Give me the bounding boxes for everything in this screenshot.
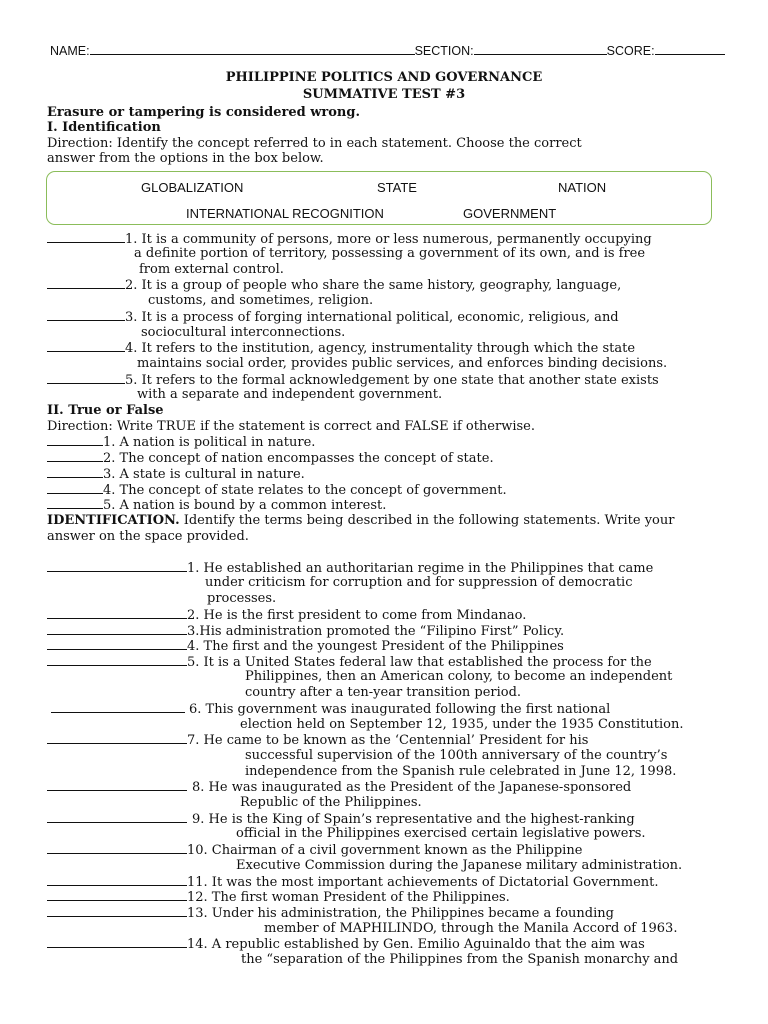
- answer-blank[interactable]: [47, 466, 103, 478]
- name-label: NAME:: [50, 44, 90, 58]
- question-line: independence from the Spanish rule celebrated in June 12, 1998.: [245, 764, 677, 779]
- list-item: 12. The first woman President of the Philippines.: [47, 889, 510, 905]
- choice-international-recognition: INTERNATIONAL RECOGNITION: [186, 206, 384, 221]
- score-field[interactable]: [655, 42, 725, 55]
- answer-blank[interactable]: [47, 231, 125, 243]
- question-line: from external control.: [139, 262, 284, 277]
- question-line: Executive Commission during the Japanese military administration.: [236, 858, 683, 873]
- answer-blank[interactable]: [47, 607, 187, 619]
- answer-blank[interactable]: [47, 560, 187, 572]
- answer-blank[interactable]: [47, 623, 187, 635]
- section-field[interactable]: [474, 42, 607, 55]
- score-label: SCORE:: [606, 44, 655, 58]
- list-item: 14. A republic established by Gen. Emilio Aguinaldo that the aim was: [47, 936, 645, 952]
- list-item: 5. A nation is bound by a common interest.: [47, 497, 386, 513]
- question-line: Philippines, then an American colony, to become an independent: [245, 669, 673, 684]
- answer-blank[interactable]: [51, 701, 185, 713]
- list-item: 8. He was inaugurated as the President of the Japanese-sponsored: [47, 779, 631, 795]
- list-item: 1. He established an authoritarian regime in the Philippines that came: [47, 560, 653, 576]
- question-line: a definite portion of territory, possessing a government of its own, and is free: [134, 246, 646, 261]
- page-title: PHILIPPINE POLITICS AND GOVERNANCE: [225, 70, 543, 85]
- answer-blank[interactable]: [47, 434, 103, 446]
- answer-blank[interactable]: [47, 638, 187, 650]
- answer-blank[interactable]: [47, 874, 187, 886]
- choices-box: [46, 171, 712, 225]
- question-line: Republic of the Philippines.: [240, 795, 422, 810]
- list-item: 2. The concept of nation encompasses the concept of state.: [47, 450, 494, 466]
- name-field[interactable]: [90, 42, 415, 55]
- question-line: sociocultural interconnections.: [141, 325, 346, 340]
- list-item: 10. Chairman of a civil government known as the Philippine: [47, 842, 582, 858]
- question-line: with a separate and independent government.: [137, 387, 443, 402]
- question-line: country after a ten-year transition period.: [245, 685, 522, 700]
- list-item: 5. It refers to the formal acknowledgement by one state that another state exists: [47, 372, 659, 388]
- answer-blank[interactable]: [47, 277, 125, 289]
- part1-direction-cont: answer from the options in the box below.: [47, 151, 324, 166]
- choice-globalization: GLOBALIZATION: [141, 180, 244, 195]
- answer-blank[interactable]: [47, 811, 187, 823]
- question-line: customs, and sometimes, religion.: [148, 293, 374, 308]
- warning-text: Erasure or tampering is considered wrong.: [47, 105, 360, 120]
- list-item: 1. It is a community of persons, more or less numerous, permanently occupying: [47, 231, 652, 247]
- section-label: SECTION:: [414, 44, 474, 58]
- list-item: 4. It refers to the institution, agency, instrumentality through which the state: [47, 340, 635, 356]
- question-line: maintains social order, provides public services, and enforces binding decisions.: [137, 356, 668, 371]
- list-item: 4. The concept of state relates to the concept of government.: [47, 482, 507, 498]
- answer-blank[interactable]: [47, 340, 125, 352]
- part1-direction: Direction: Identify the concept referred to in each statement. Choose the correct: [47, 136, 582, 151]
- part2-heading: II. True or False: [47, 403, 164, 418]
- question-line: under criticism for corruption and for suppression of democratic: [205, 575, 633, 590]
- part1-heading: I. Identification: [47, 120, 161, 135]
- list-item: 4. The first and the youngest President of the Philippines: [47, 638, 564, 654]
- question-line: successful supervision of the 100th anniversary of the country’s: [245, 748, 668, 763]
- list-item: 11. It was the most important achievements of Dictatorial Government.: [47, 874, 659, 890]
- answer-blank[interactable]: [47, 654, 187, 666]
- answer-blank[interactable]: [47, 450, 103, 462]
- list-item: 9. He is the King of Spain’s representative and the highest-ranking: [47, 811, 635, 827]
- answer-blank[interactable]: [47, 889, 187, 901]
- list-item: 6. This government was inaugurated following the first national: [51, 701, 610, 717]
- answer-blank[interactable]: [47, 732, 187, 744]
- question-line: election held on September 12, 1935, under the 1935 Constitution.: [240, 717, 684, 732]
- list-item: 13. Under his administration, the Philippines became a founding: [47, 905, 614, 921]
- question-line: the “separation of the Philippines from the Spanish monarchy and: [241, 952, 679, 967]
- answer-blank[interactable]: [47, 936, 187, 948]
- choice-state: STATE: [377, 180, 417, 195]
- part3-direction: IDENTIFICATION. Identify the terms being described in the following statements. Write your: [47, 513, 675, 528]
- list-item: 2. It is a group of people who share the same history, geography, language,: [47, 277, 621, 293]
- list-item: 5. It is a United States federal law that established the process for the: [47, 654, 652, 670]
- question-line: member of MAPHILINDO, through the Manila Accord of 1963.: [264, 921, 678, 936]
- answer-blank[interactable]: [47, 905, 187, 917]
- part3-heading: IDENTIFICATION.: [47, 513, 180, 528]
- answer-blank[interactable]: [47, 309, 125, 321]
- list-item: 7. He came to be known as the ‘Centennial’ President for his: [47, 732, 588, 748]
- question-line: processes.: [207, 591, 277, 606]
- list-item: 1. A nation is political in nature.: [47, 434, 315, 450]
- choice-nation: NATION: [558, 180, 607, 195]
- question-line: official in the Philippines exercised certain legislative powers.: [236, 826, 646, 841]
- choice-government: GOVERNMENT: [463, 206, 557, 221]
- answer-blank[interactable]: [47, 779, 187, 791]
- part3-direction-cont: answer on the space provided.: [47, 529, 249, 544]
- list-item: 3.His administration promoted the “Filipino First” Policy.: [47, 623, 564, 639]
- answer-blank[interactable]: [47, 497, 103, 509]
- page-subtitle: SUMMATIVE TEST #3: [302, 87, 466, 102]
- part2-direction: Direction: Write TRUE if the statement is correct and FALSE if otherwise.: [47, 419, 535, 434]
- list-item: 3. A state is cultural in nature.: [47, 466, 305, 482]
- student-info-line: [50, 42, 720, 58]
- list-item: 3. It is a process of forging international political, economic, religious, and: [47, 309, 619, 325]
- list-item: 2. He is the first president to come from Mindanao.: [47, 607, 526, 623]
- answer-blank[interactable]: [47, 842, 187, 854]
- answer-blank[interactable]: [47, 482, 103, 494]
- answer-blank[interactable]: [47, 372, 125, 384]
